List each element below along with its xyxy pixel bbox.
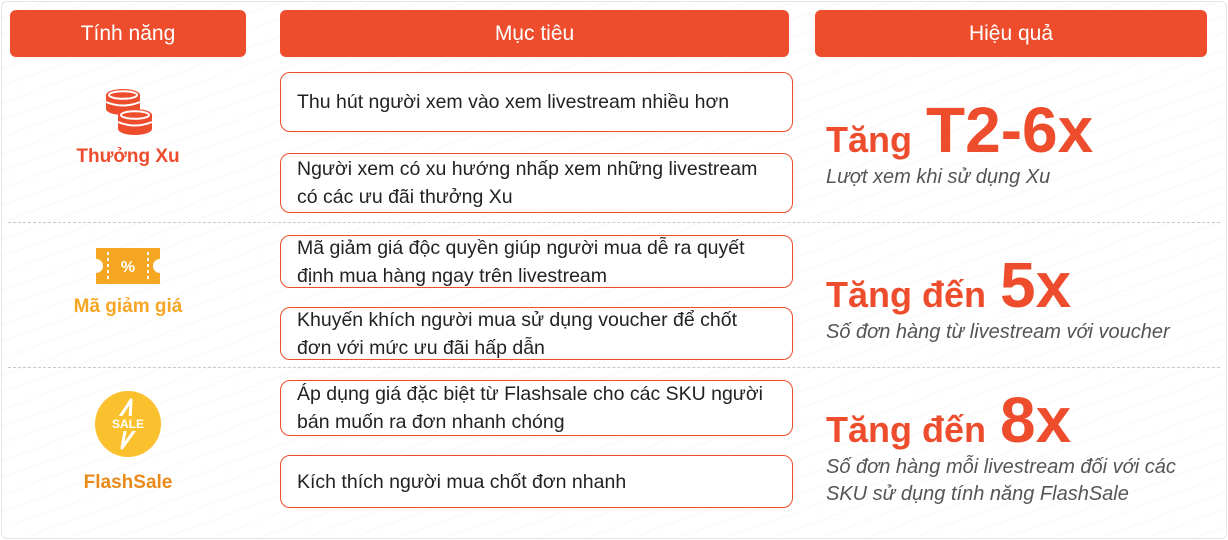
voucher-icon-text: %: [120, 259, 136, 276]
effect-voucher: [826, 249, 1221, 346]
goal-box: [280, 307, 793, 360]
goal-box: [280, 153, 793, 213]
goal-box: [280, 380, 793, 436]
column-header-feature: Tính năng: [10, 10, 246, 57]
effect-prefix: Tăng đến: [826, 409, 986, 450]
effect-flashsale: [826, 384, 1221, 508]
goal-box: [280, 235, 793, 288]
goal-text: Mã giảm giá độc quyền giúp người mua dễ ra quyết định mua hàng ngay trên livestream: [297, 236, 745, 287]
column-header-goal: Mục tiêu: [280, 10, 789, 57]
row-divider: [8, 367, 1220, 368]
effect-value: 8x: [1000, 384, 1072, 456]
goal-text: Kích thích người mua chốt đơn nhanh: [297, 470, 627, 493]
effect-prefix: Tăng: [826, 119, 912, 160]
column-header-effect: Hiệu quả: [815, 10, 1207, 57]
effect-value: T2-6x: [926, 94, 1094, 166]
feature-label-flashsale: FlashSale: [83, 472, 173, 493]
effect-prefix: Tăng đến: [826, 274, 986, 315]
feature-label-coins: Thưởng Xu: [76, 146, 180, 167]
voucher-icon: [92, 242, 164, 290]
coins-icon: [99, 82, 157, 138]
effect-note: Số đơn hàng mỗi livestream đối với các SKU sử dụng tính năng FlashSale: [826, 456, 1176, 505]
effect-value: 5x: [1000, 249, 1072, 321]
effect-note: Số đơn hàng từ livestream với voucher: [826, 321, 1170, 343]
goal-text: Thu hút người xem vào xem livestream nhiều hơn: [297, 91, 730, 113]
goal-box: [280, 72, 793, 132]
flashsale-icon: [94, 390, 162, 458]
feature-coins: [10, 82, 246, 168]
row-divider: [8, 222, 1220, 223]
effect-coins: [826, 94, 1221, 191]
feature-voucher: [10, 242, 246, 318]
goal-text: Áp dụng giá đặc biệt từ Flashsale cho các SKU người bán muốn ra đơn nhanh chóng: [297, 383, 763, 433]
feature-flashsale: [10, 390, 246, 494]
feature-label-voucher: Mã giảm giá: [73, 296, 183, 317]
flashsale-icon-text: SALE: [111, 417, 145, 431]
effect-note: Lượt xem khi sử dụng Xu: [826, 166, 1051, 188]
goal-box: [280, 455, 793, 508]
goal-text: Người xem có xu hướng nhấp xem những livestream có các ưu đãi thưởng Xu: [297, 158, 758, 208]
goal-text: Khuyến khích người mua sử dụng voucher để chốt đơn với mức ưu đãi hấp dẫn: [297, 308, 737, 359]
